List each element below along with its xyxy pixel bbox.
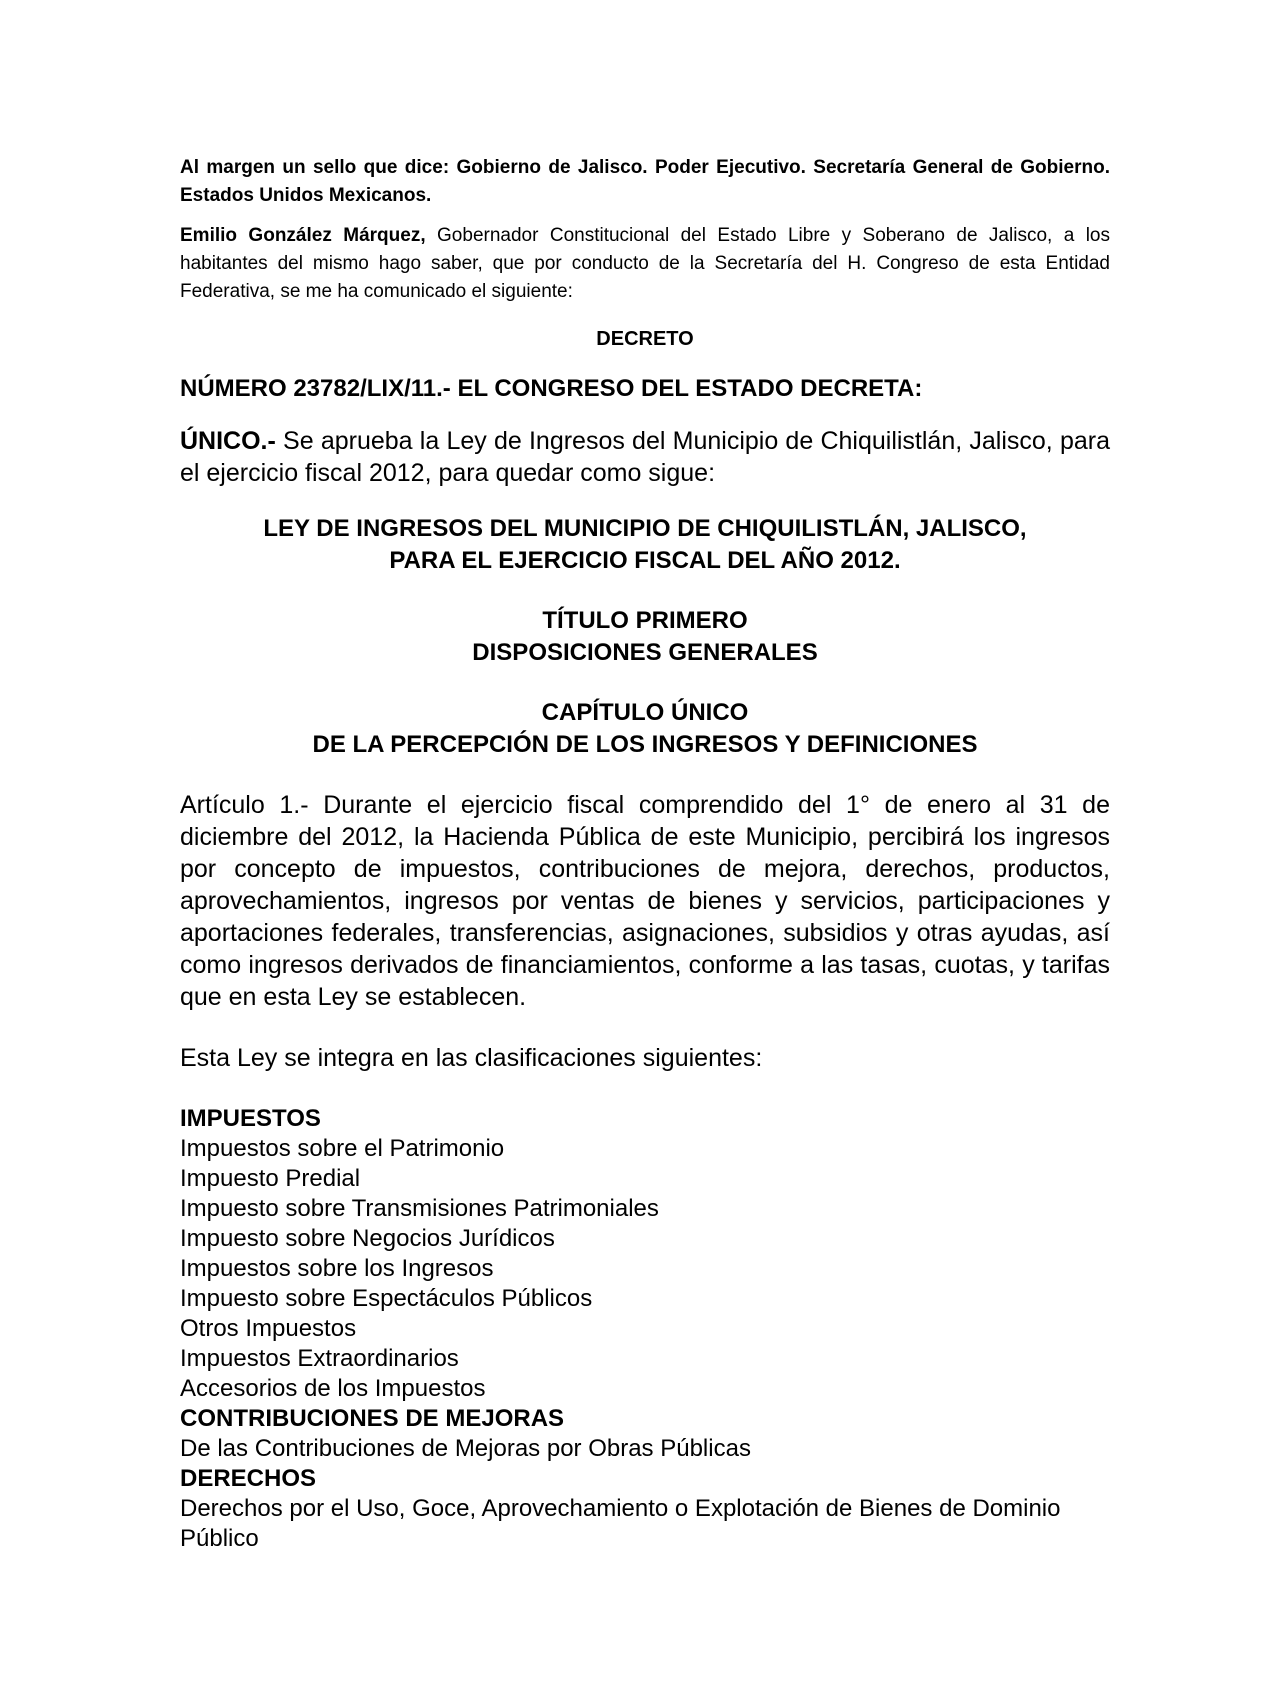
list-item: Impuestos Extraordinarios bbox=[180, 1345, 459, 1372]
titulo-line-1: TÍTULO PRIMERO bbox=[542, 607, 748, 634]
governor-intro bbox=[180, 222, 1110, 306]
law-title bbox=[180, 513, 1110, 577]
capitulo-line-2: DE LA PERCEPCIÓN DE LOS INGRESOS Y DEFINICIONES bbox=[312, 731, 978, 758]
list-item: De las Contribuciones de Mejoras por Obras Públicas bbox=[180, 1435, 751, 1462]
classification-list bbox=[180, 1104, 1110, 1554]
capitulo-line-1: CAPÍTULO ÚNICO bbox=[541, 699, 749, 726]
list-item: Impuesto sobre Negocios Jurídicos bbox=[180, 1225, 555, 1252]
list-item: Impuesto Predial bbox=[180, 1165, 361, 1192]
governor-name: Emilio González Márquez, bbox=[180, 225, 426, 246]
decreto-number: NÚMERO 23782/LIX/11.- EL CONGRESO DEL ESTADO DECRETA: bbox=[180, 375, 923, 402]
list-item: Otros Impuestos bbox=[180, 1315, 357, 1342]
list-item: Impuesto sobre Transmisiones Patrimoniales bbox=[180, 1195, 659, 1222]
unico-paragraph bbox=[180, 425, 1110, 489]
document-body bbox=[180, 154, 1110, 1554]
decreto-label: DECRETO bbox=[596, 328, 694, 350]
classification-heading-impuestos: IMPUESTOS bbox=[180, 1105, 321, 1132]
integra-paragraph: Esta Ley se integra en las clasificaciones siguientes: bbox=[180, 1044, 763, 1072]
unico-label: ÚNICO.- bbox=[180, 427, 276, 455]
classification-heading-contribuciones: CONTRIBUCIONES DE MEJORAS bbox=[180, 1405, 565, 1432]
law-title-line-1: LEY DE INGRESOS DEL MUNICIPIO DE CHIQUILISTLÁN, JALISCO, bbox=[263, 515, 1027, 542]
list-item: Accesorios de los Impuestos bbox=[180, 1375, 486, 1402]
list-item: Impuestos sobre el Patrimonio bbox=[180, 1135, 505, 1162]
list-item: Impuestos sobre los Ingresos bbox=[180, 1255, 494, 1282]
seal-note: Al margen un sello que dice: Gobierno de Jalisco. Poder Ejecutivo. Secretaría General de Gobierno. Estados Unidos Mexicanos. bbox=[180, 157, 1110, 206]
list-item: Impuesto sobre Espectáculos Públicos bbox=[180, 1285, 593, 1312]
law-title-line-2: PARA EL EJERCICIO FISCAL DEL AÑO 2012. bbox=[389, 547, 901, 574]
titulo-heading bbox=[180, 605, 1110, 669]
unico-text: Se aprueba la Ley de Ingresos del Municipio de Chiquilistlán, Jalisco, para el ejercicio fiscal 2012, para quedar como sigue: bbox=[180, 427, 1110, 487]
governor-intro-text: Gobernador Constitucional del Estado Libre y Soberano de Jalisco, a los habitantes del mismo hago saber, que por conducto de la Secretaría del H. Congreso de esta Entidad Federativa, se me ha comunicado el siguiente: bbox=[180, 225, 1110, 302]
capitulo-heading bbox=[180, 697, 1110, 761]
classification-heading-derechos: DERECHOS bbox=[180, 1465, 317, 1492]
titulo-line-2: DISPOSICIONES GENERALES bbox=[472, 639, 818, 666]
articulo-1: Artículo 1.- Durante el ejercicio fiscal comprendido del 1° de enero al 31 de diciembre del 2012, la Hacienda Pública de este Municipio, percibirá los ingresos por concepto de impuestos, contribuciones de mejora, derechos, productos, aprovechamientos, ingresos por ventas de bienes y servicios, participaciones y aportaciones federales, transferencias, asignaciones, subsidios y otras ayudas, así como ingresos derivados de financiamientos, conforme a las tasas, cuotas, y tarifas que en esta Ley se establecen. bbox=[180, 791, 1110, 1011]
list-item: Derechos por el Uso, Goce, Aprovechamiento o Explotación de Bienes de Dominio Público bbox=[180, 1495, 1061, 1552]
